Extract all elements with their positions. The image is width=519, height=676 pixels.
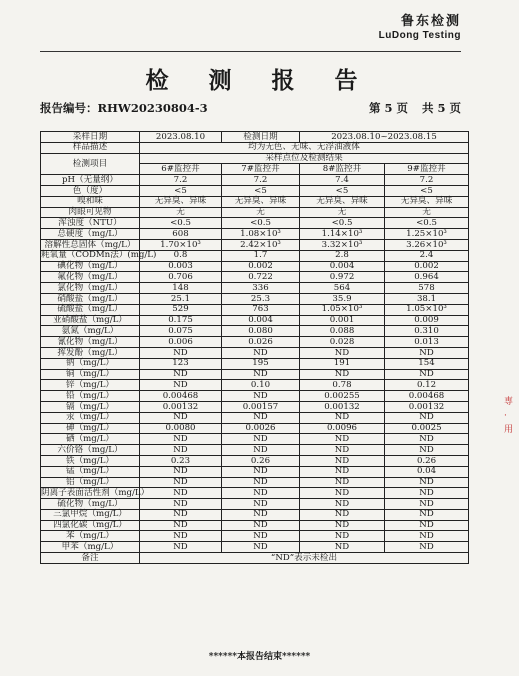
result-cell: ND [140,466,222,477]
test-item: 肉眼可见物 [41,207,140,218]
result-cell: 0.310 [385,326,469,337]
result-cell: 25.1 [140,293,222,304]
result-cell: ND [140,412,222,423]
result-cell: 0.12 [385,380,469,391]
result-cell: 无 [222,207,300,218]
result-cell: 7.2 [385,175,469,186]
result-cell: 1.14×10³ [300,229,385,240]
test-item: 硫酸盐（mg/L） [41,304,140,315]
test-item: 六价铬（mg/L） [41,445,140,456]
result-cell: 7.2 [222,175,300,186]
result-cell: ND [222,434,300,445]
table-row [41,272,469,283]
result-cell: ND [300,477,385,488]
sample-desc-row [41,142,469,153]
test-item: 色（度） [41,185,140,196]
result-cell: ND [222,520,300,531]
sample-date-label: 采样日期 [41,132,140,143]
report-title: 检 测 报 告 [145,67,374,94]
result-cell: 0.78 [300,380,385,391]
result-cell: ND [140,445,222,456]
result-cell: ND [385,412,469,423]
result-cell: ND [140,542,222,553]
table-row [41,531,469,542]
result-cell: ND [140,531,222,542]
result-cell: ND [222,369,300,380]
result-cell: 3.32×10³ [300,239,385,250]
result-cell: ND [222,347,300,358]
result-cell: 0.004 [300,261,385,272]
result-cell: 1.05×10³ [385,304,469,315]
result-cell: ND [140,477,222,488]
result-cell: 1.25×10³ [385,229,469,240]
result-cell: 0.00157 [222,401,300,412]
page-indicator [369,100,461,116]
result-cell: 无 [300,207,385,218]
result-cell: <0.5 [140,218,222,229]
table-row [41,239,469,250]
table-row [41,185,469,196]
result-cell: 0.0096 [300,423,385,434]
result-cell: ND [222,445,300,456]
result-cell: 0.003 [140,261,222,272]
table-row [41,315,469,326]
table-row [41,477,469,488]
test-item: 汞（mg/L） [41,412,140,423]
test-item: 氨氮（mg/L） [41,326,140,337]
test-item: 四氯化碳（mg/L） [41,520,140,531]
result-cell: 0.075 [140,326,222,337]
table-row [41,466,469,477]
result-cell: <5 [140,185,222,196]
group-header-row [41,153,469,164]
table-row [41,218,469,229]
result-cell: ND [140,380,222,391]
result-cell: ND [222,391,300,402]
result-cell: 25.3 [222,293,300,304]
table-row [41,455,469,466]
result-cell: 191 [300,358,385,369]
result-cell: ND [140,347,222,358]
result-cell: ND [222,531,300,542]
result-cell: 0.26 [385,455,469,466]
result-cell: 0.026 [222,337,300,348]
test-item: 硝酸盐（mg/L） [41,293,140,304]
well-header: 6#监控井 [140,164,222,175]
result-cell: 0.00468 [385,391,469,402]
result-cell: 2.8 [300,250,385,261]
result-cell: 0.006 [140,337,222,348]
result-cell: ND [222,542,300,553]
result-cell: ND [385,477,469,488]
test-item: 铅（mg/L） [41,391,140,402]
brand-name-en: LuDong Testing [378,30,461,41]
table-row [41,391,469,402]
table-row [41,412,469,423]
test-date-value: 2023.08.10~2023.08.15 [300,132,469,143]
result-cell: 7.4 [300,175,385,186]
result-cell: ND [222,488,300,499]
result-cell: ND [385,509,469,520]
result-cell: 608 [140,229,222,240]
test-item: 锰（mg/L） [41,466,140,477]
result-cell: ND [300,347,385,358]
result-cell: 2.42×10³ [222,239,300,250]
total-pages: 共 5 页 [421,101,461,115]
table-row [41,261,469,272]
result-cell: 0.002 [385,261,469,272]
result-cell: <5 [300,185,385,196]
remark-label: 备注 [41,553,140,564]
well-header: 8#监控井 [300,164,385,175]
result-cell: ND [385,488,469,499]
test-item: 溶解性总固体（mg/L） [41,239,140,250]
result-cell: ND [385,347,469,358]
test-item: 氟化物（mg/L） [41,272,140,283]
result-cell: <5 [385,185,469,196]
item-header: 检测项目 [41,153,140,175]
table-row [41,358,469,369]
result-cell: 0.013 [385,337,469,348]
result-cell: 1.08×10³ [222,229,300,240]
result-cell: 0.0080 [140,423,222,434]
test-item: 耗氧量（CODMn法）(mg/L) [41,250,157,261]
result-cell: ND [140,434,222,445]
result-cell: 0.26 [222,455,300,466]
result-cell: 无异臭、异味 [222,196,300,207]
result-cell: 0.004 [222,315,300,326]
table-row [41,369,469,380]
result-cell: ND [222,499,300,510]
result-cell: ND [385,369,469,380]
table-row [41,326,469,337]
table-row [41,207,469,218]
result-cell: 0.00468 [140,391,222,402]
sample-date-row [41,132,469,143]
result-cell: 0.00132 [385,401,469,412]
remark-row [41,553,469,564]
result-cell: ND [300,542,385,553]
table-row [41,293,469,304]
result-cell: 无 [385,207,469,218]
report-end-marker: ******本报告结束****** [208,652,311,662]
well-header: 7#监控井 [222,164,300,175]
result-cell: 154 [385,358,469,369]
result-cell: ND [385,531,469,542]
table-row [41,445,469,456]
result-cell: 763 [222,304,300,315]
sample-desc-label: 样品描述 [41,142,140,153]
table-row [41,304,469,315]
result-cell: 195 [222,358,300,369]
result-cell: ND [385,434,469,445]
result-cell: 0.722 [222,272,300,283]
result-cell: ND [385,520,469,531]
sample-date-value: 2023.08.10 [140,132,222,143]
current-page: 第 5 页 [368,101,408,115]
result-cell: 0.04 [385,466,469,477]
test-item: 总硬度（mg/L） [41,229,140,240]
table-row [41,283,469,294]
result-cell: 0.080 [222,326,300,337]
result-cell: <0.5 [300,218,385,229]
result-cell: 无异臭、异味 [300,196,385,207]
table-row [41,499,469,510]
result-cell: 0.00132 [140,401,222,412]
test-item: 硫化物（mg/L） [41,499,140,510]
result-cell: 无异臭、异味 [385,196,469,207]
result-cell: 0.8 [140,250,222,261]
result-cell: ND [300,509,385,520]
result-cell: 336 [222,283,300,294]
table-row [41,520,469,531]
result-cell: 148 [140,283,222,294]
result-cell: ND [222,412,300,423]
test-item: 硒（mg/L） [41,434,140,445]
table-row [41,509,469,520]
result-cell: 578 [385,283,469,294]
result-cell: ND [222,477,300,488]
result-cell: 3.26×10³ [385,239,469,250]
result-cell: ND [140,488,222,499]
result-cell: <0.5 [385,218,469,229]
result-cell: ND [140,369,222,380]
test-item: 镉（mg/L） [41,401,140,412]
test-item: 氯化物（mg/L） [41,283,140,294]
test-item: 挥发酚（mg/L） [41,347,140,358]
table-row [41,380,469,391]
result-cell: 1.7 [222,250,300,261]
test-item: 亚硝酸盐（mg/L） [41,315,140,326]
test-item: 钠（mg/L） [41,358,140,369]
table-row [41,542,469,553]
result-cell: ND [300,488,385,499]
table-row [41,434,469,445]
test-item: 铝（mg/L） [41,477,140,488]
result-cell: ND [300,455,385,466]
table-row [41,229,469,240]
result-cell: ND [300,499,385,510]
result-cell: 123 [140,358,222,369]
test-item: 苯（mg/L） [41,531,140,542]
result-cell: ND [300,412,385,423]
result-cell: ND [385,542,469,553]
sample-desc-value: 均为无色、无味、无浮油液体 [140,142,469,153]
result-cell: ND [140,499,222,510]
table-row [41,175,469,186]
test-item: 嗅和味 [41,196,140,207]
result-cell: ND [140,520,222,531]
test-item: 甲苯（mg/L） [41,542,140,553]
test-item: pH（无量纲） [41,175,140,186]
test-item: 铜（mg/L） [41,369,140,380]
company-brand [379,10,461,41]
report-number: 报告编号：RHW20230804-3 [40,101,208,115]
result-cell: 0.964 [385,272,469,283]
result-cell: ND [300,466,385,477]
well-header: 9#监控井 [385,164,469,175]
test-date-label: 检测日期 [222,132,300,143]
result-cell: 1.70×10³ [140,239,222,250]
result-cell: 0.088 [300,326,385,337]
result-cell: 0.10 [222,380,300,391]
result-cell: ND [385,499,469,510]
result-cell: 0.028 [300,337,385,348]
result-cell: ND [300,520,385,531]
result-cell: ND [300,531,385,542]
result-cell: 7.2 [140,175,222,186]
result-cell: ND [300,369,385,380]
result-cell: 0.009 [385,315,469,326]
result-cell: 2.4 [385,250,469,261]
table-row [41,337,469,348]
test-item: 阴离子表面活性剂（mg/L） [41,487,150,498]
result-cell: <5 [222,185,300,196]
table-row [41,423,469,434]
result-cell: <0.5 [222,218,300,229]
result-cell: 0.00132 [300,401,385,412]
result-cell: 无异臭、异味 [140,196,222,207]
table-row [41,250,469,261]
test-item: 三氯甲烷（mg/L） [41,509,140,520]
result-cell: 0.175 [140,315,222,326]
header-divider [40,51,461,52]
test-item: 铁（mg/L） [41,455,140,466]
table-row [41,196,469,207]
seal-fragment: 専 · 用 [504,397,514,435]
results-table [40,131,469,564]
brand-name-cn: 鲁东检测 [400,14,461,29]
group-header: 采样点位及检测结果 [140,153,469,164]
result-cell: 38.1 [385,293,469,304]
result-cell: ND [222,466,300,477]
result-cell: 0.23 [140,455,222,466]
test-item: 砷（mg/L） [41,423,140,434]
result-cell: ND [385,445,469,456]
result-cell: 0.001 [300,315,385,326]
result-cell: 0.0026 [222,423,300,434]
result-cell: 0.002 [222,261,300,272]
result-cell: ND [300,434,385,445]
result-cell: 564 [300,283,385,294]
table-row [41,401,469,412]
result-cell: ND [140,509,222,520]
result-cell: 35.9 [300,293,385,304]
result-cell: 0.972 [300,272,385,283]
result-cell: 1.05×10³ [300,304,385,315]
remark-value: “ND”表示未检出 [140,553,469,564]
test-item: 氰化物（mg/L） [41,337,140,348]
result-cell: 无 [140,207,222,218]
result-cell: ND [300,445,385,456]
result-cell: ND [222,509,300,520]
table-row [41,347,469,358]
result-cell: 0.706 [140,272,222,283]
result-cell: 0.00255 [300,391,385,402]
result-cell: 529 [140,304,222,315]
test-item: 浑浊度（NTU） [41,218,140,229]
result-cell: 0.0025 [385,423,469,434]
table-row [41,488,469,499]
test-item: 碘化物（mg/L） [41,261,140,272]
test-item: 锌（mg/L） [41,380,140,391]
